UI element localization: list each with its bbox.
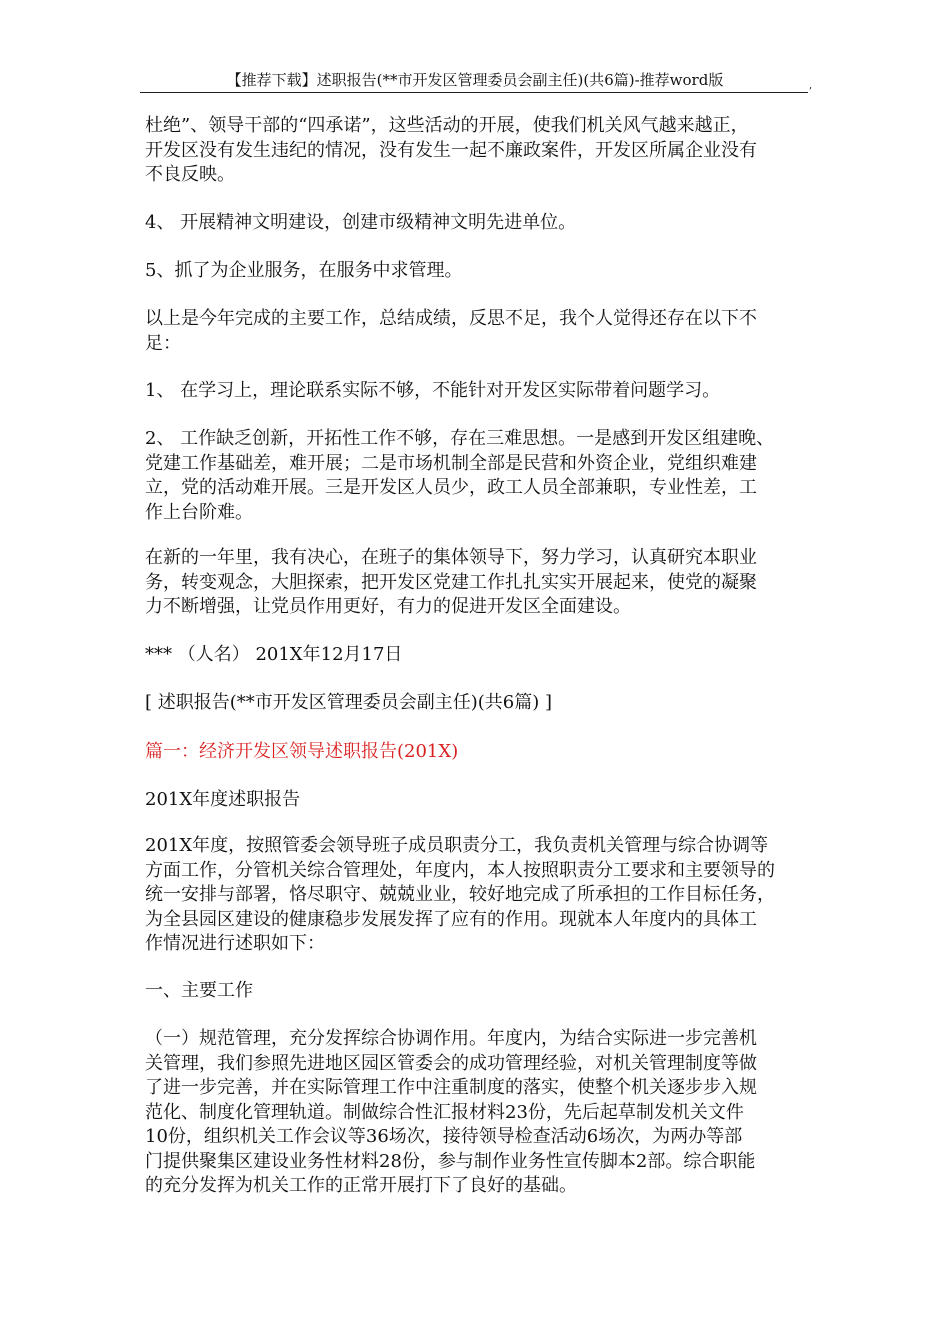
text-line: 不良反映。 xyxy=(145,164,235,185)
text-line: 方面工作，分管机关综合管理处，年度内，本人按照职责分工要求和主要领导的 xyxy=(145,859,775,881)
text-line: 为全县园区建设的健康稳步发展发挥了应有的作用。现就本人年度内的具体工 xyxy=(145,908,757,930)
text-line: 篇一：经济开发区领导述职报告(201X) xyxy=(145,741,459,762)
text-line: （一）规范管理，充分发挥综合协调作用。年度内，为结合实际进一步完善机 xyxy=(145,1028,757,1049)
text-line: 范化、制度化管理轨道。制做综合性汇报材料23份，先后起草制发机关文件 xyxy=(145,1101,744,1123)
text-line: 力不断增强，让党员作用更好，有力的促进开发区全面建设。 xyxy=(145,596,631,617)
text-line: 的充分发挥为机关工作的正常开展打下了良好的基础。 xyxy=(145,1175,577,1196)
text-line: 10份，组织机关工作会议等36场次，接待领导检查活动6场次，为两办等部 xyxy=(145,1126,743,1147)
text-line: 1、 在学习上，理论联系实际不够，不能针对开发区实际带着问题学习。 xyxy=(145,380,721,401)
section-heading-main-work xyxy=(145,979,825,1004)
text-line: 以上是今年完成的主要工作，总结成绩，反思不足，我个人觉得还存在以下不 xyxy=(145,308,757,329)
paragraph-summary xyxy=(145,307,825,356)
text-line: 关管理，我们参照先进地区园区管委会的成功管理经验，对机关管理制度等做 xyxy=(145,1052,757,1074)
text-line: 2、 工作缺乏创新，开拓性工作不够，存在三难思想。一是感到开发区组建晚、 xyxy=(145,428,775,449)
text-line: 作上台阶难。 xyxy=(145,501,253,523)
text-line: 门提供聚集区建设业务性材料28份，参与制作业务性宣传脚本2部。综合职能 xyxy=(145,1150,756,1172)
text-line: *** （人名） 201X年12月17日 xyxy=(145,644,403,665)
paragraph-shortcoming-2 xyxy=(145,427,825,525)
text-line: 201X年度，按照管委会领导班子成员职责分工，我负责机关管理与综合协调等 xyxy=(145,835,769,856)
text-line: 在新的一年里，我有决心，在班子的集体领导下，努力学习，认真研究本职业 xyxy=(145,547,757,568)
paragraph-new-year-resolve xyxy=(145,546,825,620)
text-line: 作情况进行述职如下： xyxy=(145,933,325,954)
text-line: 开发区没有发生违纪的情况，没有发生一起不廉政案件，开发区所属企业没有 xyxy=(145,139,757,161)
header-mark: , xyxy=(809,80,813,91)
text-line: 201X年度述职报告 xyxy=(145,789,301,810)
paragraph-item-5 xyxy=(145,259,825,284)
section-heading-part-one xyxy=(145,740,825,765)
text-line: 5、抓了为企业服务，在服务中求管理。 xyxy=(145,260,463,281)
text-line: 足： xyxy=(145,332,181,354)
document-collection-title xyxy=(145,691,825,716)
text-line: 务，转变观念，大胆探索，把开发区党建工作扎扎实实开展起来，使党的凝聚 xyxy=(145,571,757,593)
header-divider xyxy=(140,92,808,93)
text-line: 一、主要工作 xyxy=(145,980,253,1001)
paragraph-annual-intro xyxy=(145,834,825,957)
paragraph-management-coordination xyxy=(145,1027,825,1199)
page-header-title: 【推荐下载】述职报告(**市开发区管理委员会副主任)(共6篇)-推荐word版 xyxy=(226,71,724,89)
paragraph-integrity-results xyxy=(145,114,825,188)
signature-date-line xyxy=(145,643,825,668)
text-line: 党建工作基础差，难开展；二是市场机制全部是民营和外资企业，党组织难建 xyxy=(145,452,757,474)
paragraph-item-4 xyxy=(145,211,825,236)
text-line: 立，党的活动难开展。三是开发区人员少，政工人员全部兼职，专业性差，工 xyxy=(145,477,757,498)
text-line: 杜绝”、领导干部的“四承诺”，这些活动的开展，使我们机关风气越来越正， xyxy=(145,115,749,136)
paragraph-shortcoming-1 xyxy=(145,379,825,404)
text-line: 4、 开展精神文明建设，创建市级精神文明先进单位。 xyxy=(145,212,577,233)
report-title xyxy=(145,788,825,813)
text-line: 统一安排与部署，恪尽职守、兢兢业业，较好地完成了所承担的工作目标任务， xyxy=(145,884,775,905)
text-line: 了进一步完善，并在实际管理工作中注重制度的落实，使整个机关逐步步入规 xyxy=(145,1077,757,1098)
text-line: [ 述职报告(**市开发区管理委员会副主任)(共6篇) ] xyxy=(145,692,553,713)
